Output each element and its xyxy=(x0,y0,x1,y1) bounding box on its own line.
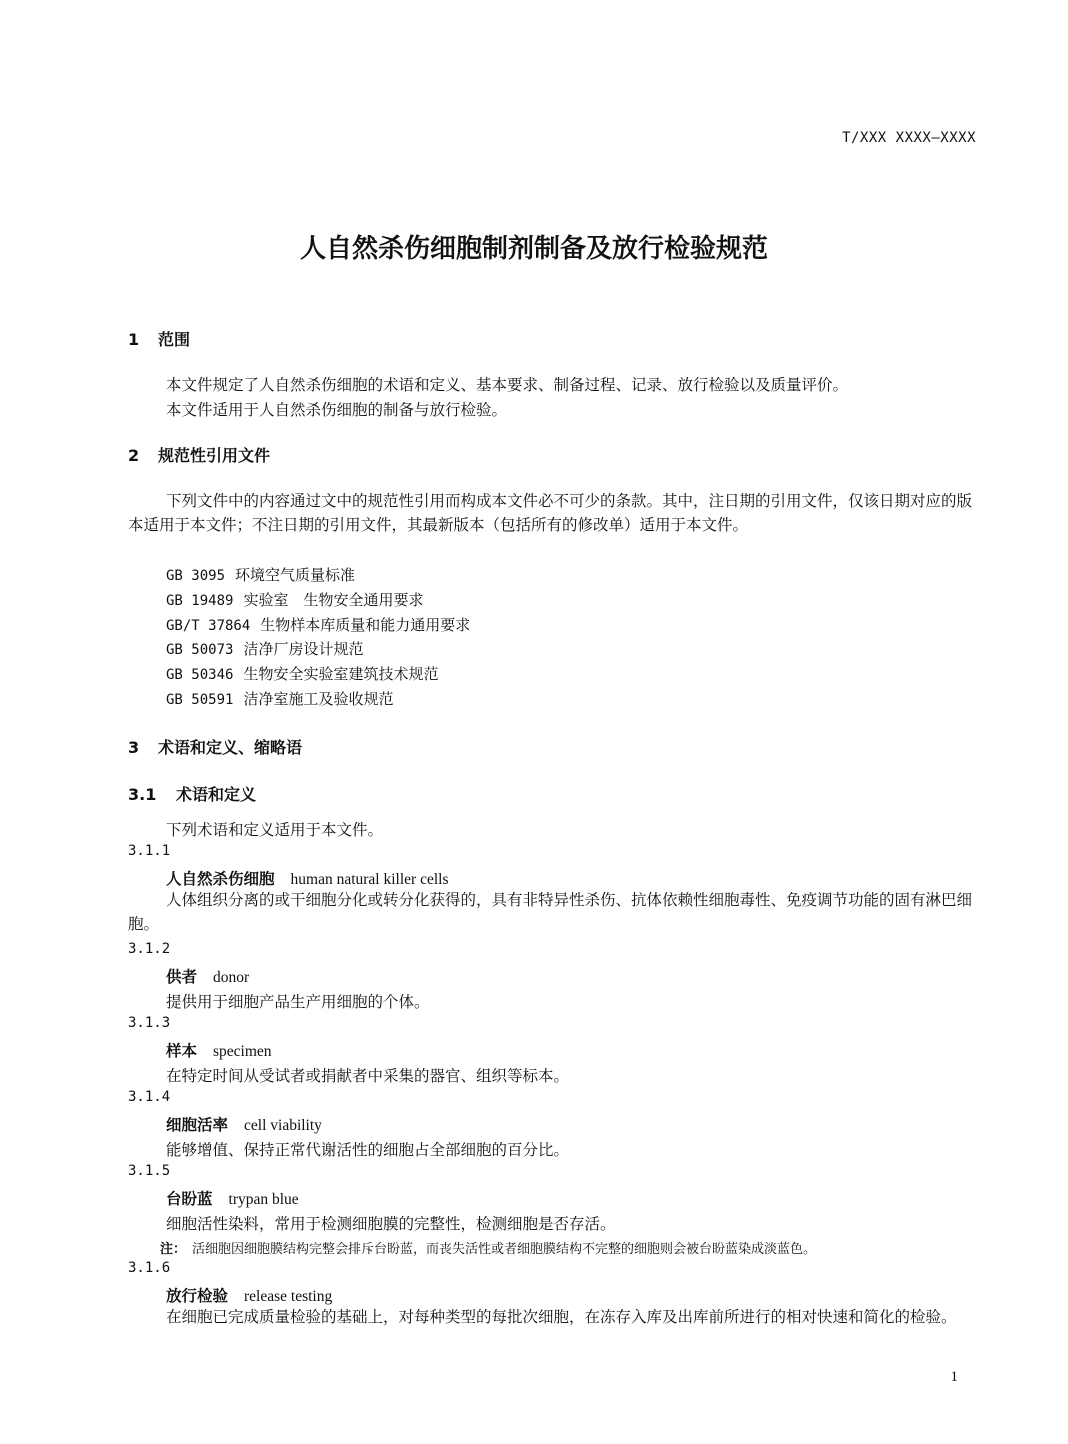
section-number: 1 xyxy=(128,330,140,349)
section-title: 术语和定义、缩略语 xyxy=(158,738,303,757)
scope-line-2: 本文件适用于人自然杀伤细胞的制备与放行检验。 xyxy=(166,401,508,419)
reference-code: GB/T 37864 xyxy=(166,618,251,634)
section-2-heading xyxy=(128,443,270,466)
reference-name: 生物安全实验室建筑技术规范 xyxy=(243,665,439,683)
term-english: human natural killer cells xyxy=(290,871,449,888)
reference-name: 洁净室施工及验收规范 xyxy=(243,690,394,708)
reference-name: 洁净厂房设计规范 xyxy=(243,640,364,658)
normative-intro: 下列文件中的内容通过文中的规范性引用而构成本文件必不可少的条款。其中，注日期的引用文件，仅该日期对应的版本适用于本文件；不注日期的引用文件，其最新版本（包括所有的修改单）适用于本文件。 xyxy=(128,492,973,534)
term-number: 3.1.1 xyxy=(128,843,171,859)
reference-code: GB 50346 xyxy=(166,667,234,683)
term-entry xyxy=(166,1187,299,1209)
term-english: donor xyxy=(213,969,250,986)
reference-code: GB 19489 xyxy=(166,593,234,609)
terms-intro: 下列术语和定义适用于本文件。 xyxy=(166,821,384,839)
section-number: 3 xyxy=(128,738,140,757)
term-definition: 提供用于细胞产品生产用细胞的个体。 xyxy=(166,993,430,1011)
term-number: 3.1.5 xyxy=(128,1163,171,1179)
note-text: 活细胞因细胞膜结构完整会排斥台盼蓝，而丧失活性或者细胞膜结构不完整的细胞则会被台盼蓝染成淡蓝色。 xyxy=(192,1242,817,1257)
section-number: 2 xyxy=(128,446,140,465)
term-definition: 细胞活性染料，常用于检测细胞膜的完整性，检测细胞是否存活。 xyxy=(166,1215,616,1233)
document-title: 人自然杀伤细胞制剂制备及放行检验规范 xyxy=(299,234,768,264)
scope-line-1: 本文件规定了人自然杀伤细胞的术语和定义、基本要求、制备过程、记录、放行检验以及质量评价。 xyxy=(166,376,849,394)
term-entry xyxy=(166,1113,322,1135)
term-note xyxy=(160,1238,816,1257)
reference-item xyxy=(166,589,423,610)
reference-name: 生物样本库质量和能力通用要求 xyxy=(260,616,471,634)
section-3-heading xyxy=(128,735,302,758)
note-label: 注： xyxy=(160,1242,187,1257)
term-definition: 在特定时间从受试者或捐献者中采集的器官、组织等标本。 xyxy=(166,1067,570,1085)
subsection-3-1-heading xyxy=(128,782,256,805)
reference-item xyxy=(166,638,363,659)
term-english: specimen xyxy=(213,1043,272,1060)
reference-code: GB 50073 xyxy=(166,642,234,658)
term-english: trypan blue xyxy=(228,1191,299,1208)
term-english: release testing xyxy=(244,1288,333,1305)
subsection-number: 3.1 xyxy=(128,785,157,804)
term-chinese: 细胞活率 xyxy=(166,1116,229,1134)
reference-code: GB 50591 xyxy=(166,692,234,708)
term-number: 3.1.3 xyxy=(128,1015,171,1031)
term-english: cell viability xyxy=(244,1117,322,1134)
term-number: 3.1.6 xyxy=(128,1260,171,1276)
page-number: 1 xyxy=(950,1369,958,1385)
section-1-heading xyxy=(128,327,190,350)
reference-item xyxy=(166,564,355,585)
term-entry xyxy=(166,965,249,987)
reference-code: GB 3095 xyxy=(166,568,226,584)
subsection-title: 术语和定义 xyxy=(176,785,257,804)
section-title: 规范性引用文件 xyxy=(158,446,271,465)
term-chinese: 放行检验 xyxy=(166,1287,229,1305)
term-chinese: 样本 xyxy=(166,1042,198,1060)
term-number: 3.1.4 xyxy=(128,1089,171,1105)
term-definition: 人体组织分离的或干细胞分化或转分化获得的，具有非特异性杀伤、抗体依赖性细胞毒性、免疫调节功能的固有淋巴细胞。 xyxy=(128,891,973,933)
term-chinese: 台盼蓝 xyxy=(166,1190,213,1208)
section-title: 范围 xyxy=(158,330,191,349)
term-definition: 能够增值、保持正常代谢活性的细胞占全部细胞的百分比。 xyxy=(166,1141,570,1159)
term-entry xyxy=(166,1284,332,1306)
reference-item xyxy=(166,614,470,635)
standard-code: T/XXX XXXX—XXXX xyxy=(842,130,976,146)
term-chinese: 供者 xyxy=(166,968,198,986)
term-definition: 在细胞已完成质量检验的基础上，对每种类型的每批次细胞，在冻存入库及出库前所进行的相对快速和简化的检验。 xyxy=(166,1308,957,1326)
term-entry xyxy=(166,1039,272,1061)
term-entry xyxy=(166,867,448,889)
reference-item xyxy=(166,663,438,684)
reference-item xyxy=(166,688,393,709)
term-chinese: 人自然杀伤细胞 xyxy=(166,870,275,888)
reference-name: 环境空气质量标准 xyxy=(235,566,356,584)
reference-name: 实验室 生物安全通用要求 xyxy=(243,591,424,609)
term-number: 3.1.2 xyxy=(128,941,171,957)
